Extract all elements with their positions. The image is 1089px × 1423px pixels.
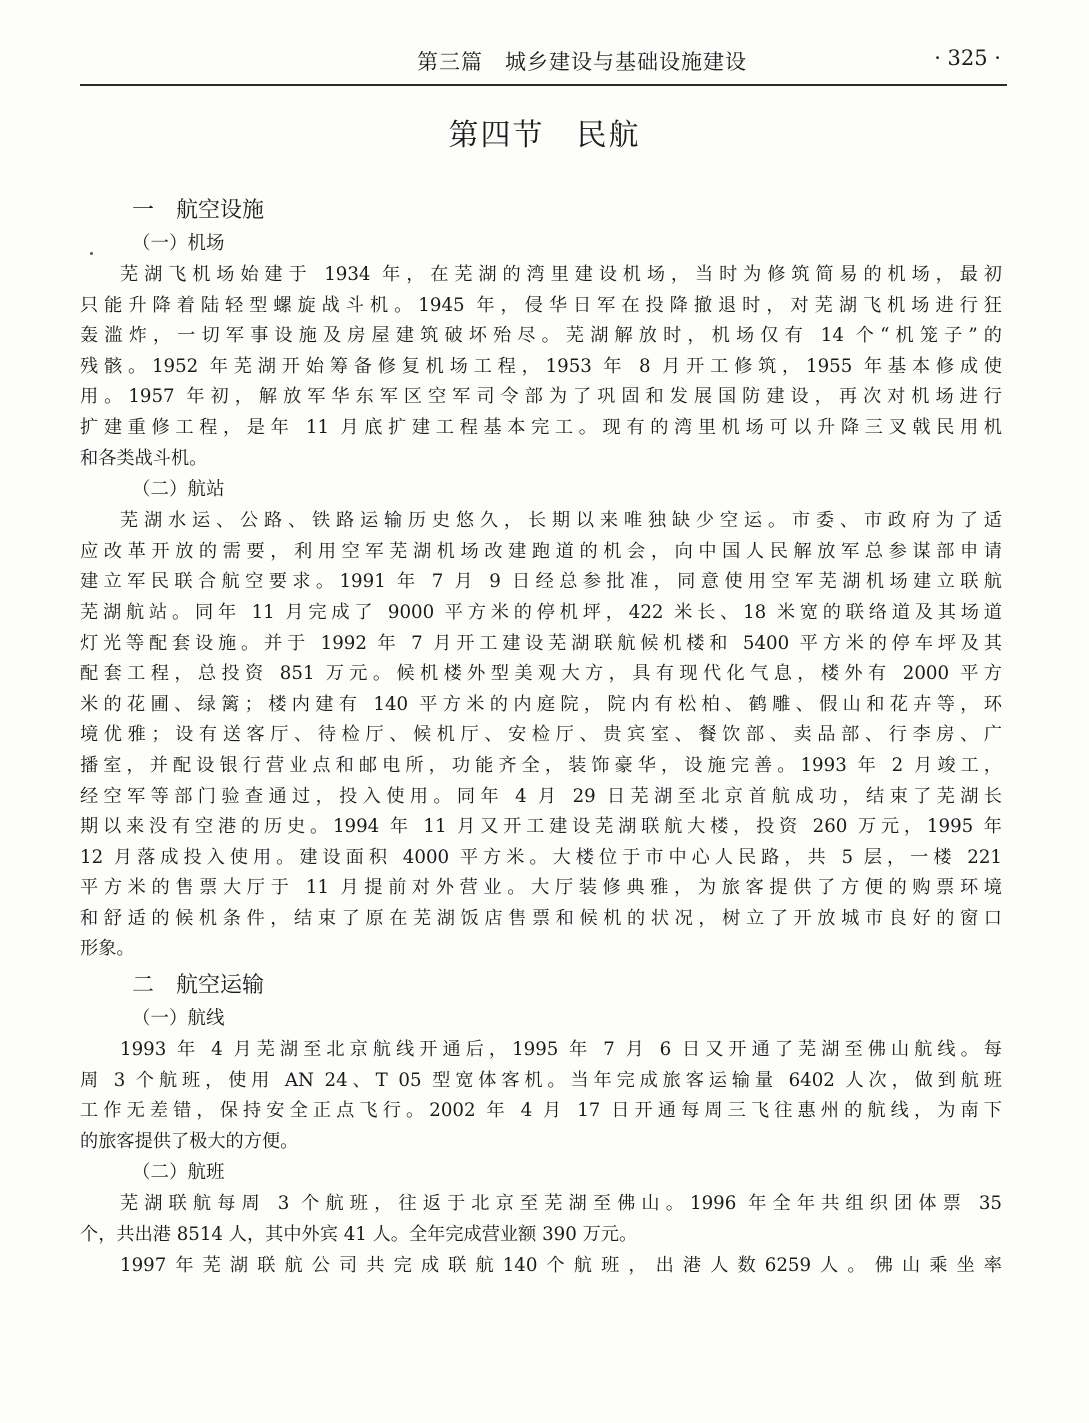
text-line: 残骸。1952 年芜湖开始筹备修复机场工程，1953 年 8 月开工修筑，1955 年基本修成使 [80, 355, 1002, 377]
running-header [80, 42, 1007, 86]
paragraph-terminal [80, 506, 1002, 965]
paragraph-routes [80, 1035, 1002, 1157]
text-line: 只能升降着陆轻型螺旋战斗机。1945 年，侵华日军在投降撤退时，对芜湖飞机场进行狂 [80, 294, 1002, 316]
paragraph-airport [80, 260, 1002, 474]
text-line: 扩建重修工程，是年 11 月底扩建工程基本完工。现有的湾里机场可以升降三叉戟民用机 [80, 416, 1002, 438]
heading-aviation-facilities: 一 航空设施 [132, 198, 265, 223]
text-line: 用。1957 年初，解放军华东军区空军司令部为了巩固和发展国防建设，再次对机场进行 [80, 386, 1002, 408]
section-title: 第四节 民航 [448, 118, 641, 153]
text-line: 轰滥炸，一切军事设施及房屋建筑破坏殆尽。芜湖解放时，机场仅有 14 个“机笼子”的 [80, 325, 1002, 347]
text-line: 芜湖航站。同年 11 月完成了 9000 平方米的停机坪，422 米长、18 米宽的联络道及其场道 [80, 601, 1002, 623]
text-line: 和各类战斗机。 [80, 447, 208, 469]
header-title: 第三篇 城乡建设与基础设施建设 [417, 50, 747, 74]
paragraph-flights-1997 [80, 1251, 1002, 1282]
text-line: 的旅客提供了极大的方便。 [80, 1130, 299, 1152]
text-line: 期以来没有空港的历史。1994 年 11 月又开工建设芜湖联航大楼，投资 260 万元，1995 年 [80, 816, 1002, 838]
text-line: 和舒适的候机条件，结束了原在芜湖饭店售票和候机的状况，树立了开放城市良好的窗口 [80, 907, 1002, 929]
heading-air-transport: 二 航空运输 [132, 973, 265, 999]
text-line: 周 3 个航班，使用 AN 24、T 05 型宽体客机。当年完成旅客运输量 6402 人次，做到航班 [80, 1069, 1002, 1091]
subheading-routes: （一）航线 [132, 1008, 225, 1030]
text-line: 应改革开放的需要，利用空军芜湖机场改建跑道的机会，向中国人民解放军总参谋部申请 [80, 540, 1002, 562]
text-line: 12 月落成投入使用。建设面积 4000 平方米。大楼位于市中心人民路，共 5 层，一楼 221 [80, 846, 1002, 868]
text-line: 境优雅；设有送客厅、待检厅、候机厅、安检厅、贵宾室、餐饮部、卖品部、行李房、广 [80, 724, 1002, 746]
text-line: 播室，并配设银行营业点和邮电所，功能齐全，装饰豪华，设施完善。1993 年 2 月竣工， [80, 754, 1002, 776]
text-line: 灯光等配套设施。并于 1992 年 7 月开工建设芜湖联航候机楼和 5400 平方米的停车坪及其 [80, 632, 1002, 654]
text-line: 1993 年 4 月芜湖至北京航线开通后，1995 年 7 月 6 日又开通了芜湖至佛山航线。每 [120, 1039, 1002, 1061]
text-line: 芜湖联航每周 3 个航班，往返于北京至芜湖至佛山。1996 年全年共组织团体票 35 [120, 1193, 1002, 1215]
text-line: 1997年芜湖联航公司共完成联航140个航班，出港人数6259人。佛山乘坐率 [120, 1254, 1002, 1276]
paragraph-flights [80, 1189, 1002, 1250]
subheading-airport: （一）机场 [132, 233, 225, 254]
text-line: 形象。 [80, 938, 135, 960]
text-line: 配套工程，总投资 851 万元。候机楼外型美观大方，具有现代化气息，楼外有 2000 平方 [80, 663, 1002, 685]
text-line: 芜湖飞机场始建于 1934 年，在芜湖的湾里建设机场，当时为修筑简易的机场，最初 [120, 264, 1002, 285]
subheading-terminal: （二）航站 [132, 479, 225, 501]
subheading-flights: （二）航班 [132, 1162, 225, 1184]
text-line: 米的花圃、绿篱；楼内建有 140 平方米的内庭院，院内有松柏、鹤雕、假山和花卉等，环 [80, 693, 1002, 715]
text-line: 工作无差错，保持安全正点飞行。2002 年 4 月 17 日开通每周三飞往惠州的航线，为南下 [80, 1100, 1002, 1122]
page-number: · 325 · [934, 46, 1001, 70]
text-line: 平方米的售票大厅于 11 月提前对外营业。大厅装修典雅，为旅客提供了方便的购票环境 [80, 877, 1002, 899]
text-line: 个，共出港 8514 人，其中外宾 41 人。全年完成营业额 390 万元。 [80, 1224, 638, 1246]
text-line: 经空军等部门验查通过，投入使用。同年 4 月 29 日芜湖至北京首航成功，结束了芜湖长 [80, 785, 1002, 807]
text-line: 芜湖水运、公路、铁路运输历史悠久，长期以来唯独缺少空运。市委、市政府为了适 [120, 510, 1002, 532]
text-line: 建立军民联合航空要求。1991 年 7 月 9 日经总参批准，同意使用空军芜湖机场建立联航 [80, 571, 1002, 593]
body-content [80, 190, 1002, 1281]
